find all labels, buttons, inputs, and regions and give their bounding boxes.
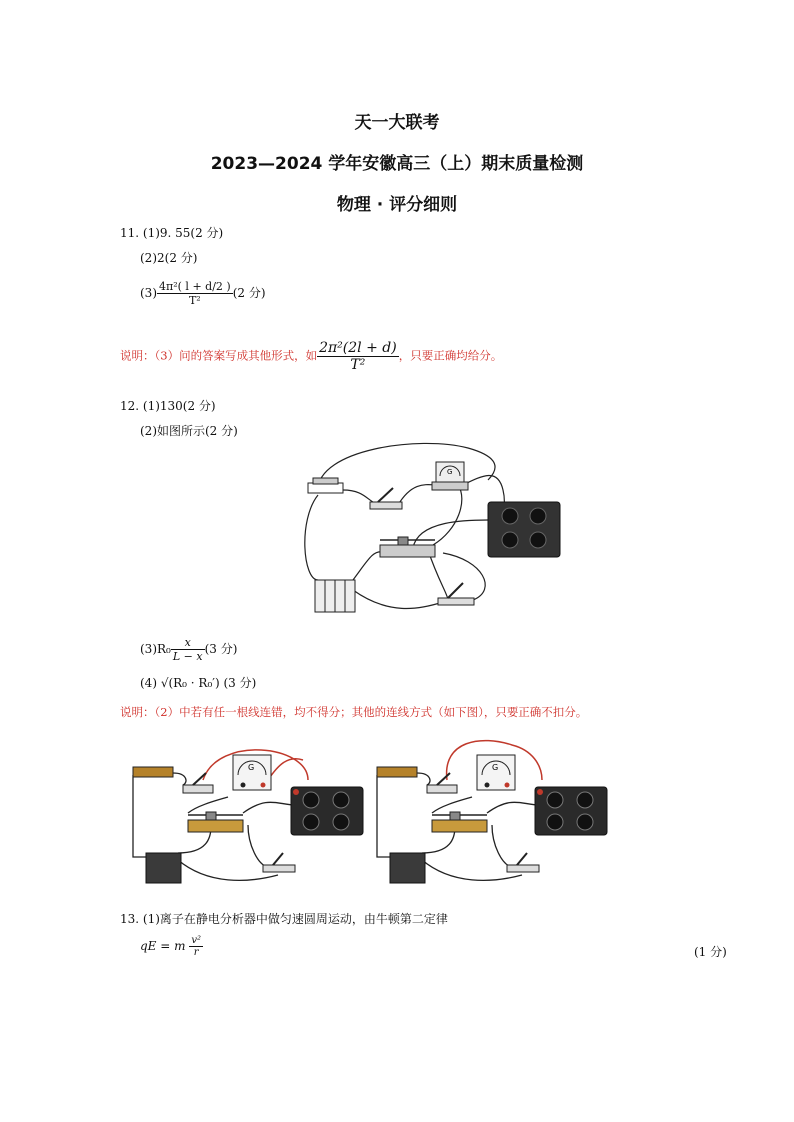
q13-equation-numerator: v² <box>191 935 202 946</box>
circuit-photo-alt-1-svg <box>128 735 368 885</box>
galvanometer-label-alt-2: G <box>492 763 499 772</box>
q11-part1: 11. (1)9. 55(2 分) <box>120 226 224 240</box>
q13-equation-fraction <box>189 935 203 958</box>
q13-equation-denominator: r <box>193 947 199 958</box>
q12-part4: (4) √(R₀ · R₀′) (3 分) <box>140 676 257 690</box>
q12-part3-fraction <box>171 636 205 663</box>
circuit-photo-alt-2-svg <box>372 735 612 885</box>
q11-note-numerator: 2π²(2l + d) <box>319 340 397 356</box>
q12-part3-denominator: L − x <box>172 650 203 663</box>
q12-note: 说明：（2）中若有任一根线连错，均不得分；其他的连线方式（如下图），只要正确不扣分。 <box>120 705 588 719</box>
q11-part2: (2)2(2 分) <box>140 251 198 265</box>
galvanometer-label-alt-1: G <box>248 763 255 772</box>
q12-part3-numerator: x <box>171 636 205 650</box>
exam-title: 2023—2024 学年安徽高三（上）期末质量检测 <box>210 154 584 174</box>
q13-equation-prefix: qE = m <box>140 939 186 953</box>
q12-part3-score: (3 分) <box>204 642 238 656</box>
q11-note-denominator: T² <box>350 357 366 373</box>
subject-title: 物理 · 评分细则 <box>336 195 458 215</box>
q13-part1: 13. (1)离子在静电分析器中做匀速圆周运动，由牛顿第二定律 <box>120 912 448 926</box>
q11-note <box>120 340 502 373</box>
org-title: 天一大联考 <box>354 113 440 133</box>
q11-part3-prefix: (3) <box>140 286 157 300</box>
q12-part3 <box>140 636 237 663</box>
q11-note-prefix: 说明：（3）问的答案写成其他形式，如 <box>120 348 318 363</box>
circuit-diagram-main <box>298 440 568 625</box>
galvanometer-label-main: G <box>447 468 453 476</box>
q12-part3-prefix: (3)R₀ <box>140 642 171 656</box>
q12-part2: (2)如图所示(2 分) <box>140 424 238 438</box>
q13-equation <box>140 935 203 958</box>
q11-part3-fraction <box>157 280 233 307</box>
q11-part3 <box>140 280 266 307</box>
q13-score: (1 分) <box>694 945 727 959</box>
circuit-diagram-main-svg <box>298 440 568 625</box>
q11-part3-denominator: T² <box>188 294 201 307</box>
circuit-photo-alt-2 <box>372 735 612 885</box>
q11-note-fraction <box>317 340 399 373</box>
q11-note-suffix: ，只要正确均给分。 <box>398 348 503 363</box>
q12-part1: 12. (1)130(2 分) <box>120 399 216 413</box>
q11-part3-numerator: 4π²( l + d/2 ) <box>159 280 231 293</box>
q11-part3-score: (2 分) <box>232 286 266 300</box>
circuit-photo-alt-1 <box>128 735 368 885</box>
